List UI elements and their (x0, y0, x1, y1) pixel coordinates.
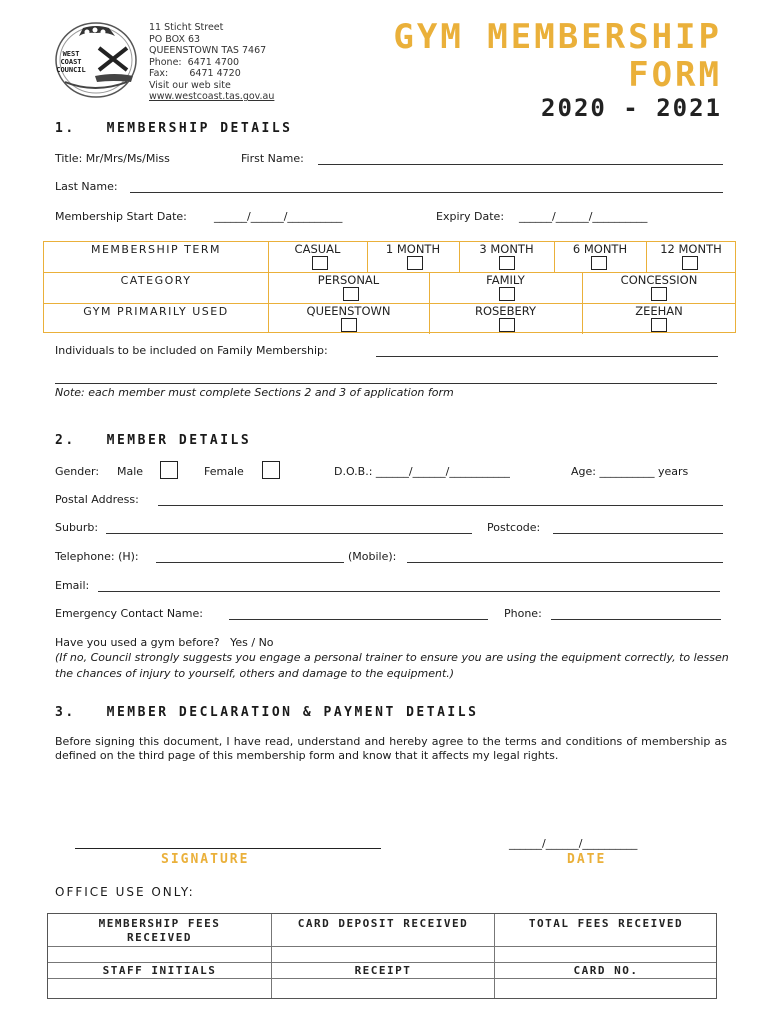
council-logo (55, 22, 137, 98)
dob-field[interactable]: D.O.B.: ______/______/___________ (334, 465, 510, 478)
male-label: Male (117, 465, 144, 478)
term-casual-checkbox[interactable] (312, 256, 328, 270)
postcode-field[interactable] (553, 522, 723, 534)
gym-before-note: (If no, Council strongly suggests you engage a personal trainer to ensure you are using the equipment correctly, to lessen the chances of injury to yourself, others and damage to the equipment.) (55, 651, 729, 680)
postal-address-label: Postal Address: (55, 493, 139, 506)
female-label: Female (204, 465, 244, 478)
website-label: Visit our web site (149, 79, 231, 91)
category-label: CATEGORY (120, 274, 192, 287)
expiry-date-label: Expiry Date: (436, 210, 505, 223)
address-line: 11 Sticht Street (149, 22, 224, 33)
postcode-label: Postcode: (487, 521, 541, 534)
logo-text-line: COAST (60, 58, 82, 66)
signature-label: SIGNATURE (161, 852, 250, 867)
total-fees-header: TOTAL FEES RECEIVED (528, 917, 684, 930)
section2-heading: 2. MEMBER DETAILS (55, 433, 252, 448)
gym-option-queenstown: QUEENSTOWN (306, 304, 391, 318)
family-members-label: Individuals to be included on Family Membership: (55, 344, 328, 357)
family-members-field[interactable] (376, 345, 718, 357)
receipt-header: RECEIPT (354, 964, 412, 977)
membership-term-label: MEMBERSHIP TERM (90, 243, 221, 256)
phone-line: Phone: 6471 4700 (149, 56, 240, 68)
term-1-month-checkbox[interactable] (407, 256, 423, 270)
start-date-label: Membership Start Date: (55, 210, 187, 223)
fax-line: Fax: 6471 4720 (149, 68, 241, 79)
staff-initials-header: STAFF INITIALS (102, 964, 217, 977)
age-field[interactable]: Age: __________ years (571, 465, 689, 478)
office-use-table (47, 913, 717, 999)
form-title-line2: FORM (628, 55, 722, 95)
emergency-contact-field[interactable] (229, 608, 488, 620)
term-option-12-month: 12 MONTH (660, 242, 722, 256)
membership-note: Note: each member must complete Sections 2 and 3 of application form (55, 386, 454, 399)
female-checkbox[interactable] (262, 461, 280, 479)
card-deposit-header: CARD DEPOSIT RECEIVED (297, 917, 469, 930)
gym-zeehan-checkbox[interactable] (651, 318, 667, 332)
term-3-month-checkbox[interactable] (499, 256, 515, 270)
card-no-header: CARD NO. (573, 964, 639, 977)
email-label: Email: (55, 579, 90, 592)
office-use-label: OFFICE USE ONLY: (55, 885, 195, 899)
term-12-month-checkbox[interactable] (682, 256, 698, 270)
mobile-field[interactable] (407, 551, 723, 563)
email-field[interactable] (98, 580, 720, 592)
suburb-field[interactable] (106, 522, 472, 534)
first-name-label: First Name: (241, 152, 304, 165)
website-link[interactable]: www.westcoast.tas.gov.au (149, 91, 275, 102)
title-label: Title: Mr/Mrs/Ms/Miss (55, 152, 170, 165)
form-year: 2020 - 2021 (541, 94, 722, 122)
term-option-3-month: 3 MONTH (479, 242, 534, 256)
expiry-date-field[interactable]: ______/______/__________ (519, 210, 648, 223)
address-line: PO BOX 63 (149, 33, 201, 45)
gym-option-zeehan: ZEEHAN (635, 304, 683, 318)
membership-fees-header: MEMBERSHIP FEES RECEIVED (98, 917, 221, 944)
section3-heading: 3. MEMBER DECLARATION & PAYMENT DETAILS (55, 705, 479, 720)
emergency-contact-label: Emergency Contact Name: (55, 607, 203, 620)
first-name-field[interactable] (318, 153, 723, 165)
family-members-field-2[interactable] (55, 372, 717, 384)
telephone-label: Telephone: (H): (55, 550, 139, 563)
emergency-phone-field[interactable] (551, 608, 721, 620)
logo-text-line: COUNCIL (56, 66, 86, 74)
mobile-label: (Mobile): (348, 550, 397, 563)
postal-address-field[interactable] (158, 494, 723, 506)
category-concession-checkbox[interactable] (651, 287, 667, 301)
suburb-label: Suburb: (55, 521, 99, 534)
start-date-field[interactable]: ______/______/__________ (214, 210, 343, 223)
gym-rosebery-checkbox[interactable] (499, 318, 515, 332)
category-family-checkbox[interactable] (499, 287, 515, 301)
council-address (149, 22, 274, 103)
logo-text (55, 50, 87, 74)
last-name-label: Last Name: (55, 180, 118, 193)
term-option-1-month: 1 MONTH (385, 242, 441, 256)
male-checkbox[interactable] (160, 461, 178, 479)
gym-option-rosebery: ROSEBERY (474, 304, 537, 318)
form-title-line1: GYM MEMBERSHIP (393, 17, 722, 57)
signature-line[interactable] (75, 848, 381, 849)
gender-label: Gender: (55, 465, 100, 478)
gym-used-label: GYM PRIMARILY USED (83, 305, 229, 318)
term-option-casual: CASUAL (294, 242, 341, 256)
last-name-field[interactable] (130, 181, 723, 193)
signature-date-field[interactable]: ______/______/__________ (509, 837, 638, 850)
logo-text-line: WEST (62, 50, 80, 58)
declaration-text: Before signing this document, I have read, understand and hereby agree to the terms and conditions of membership as defined on the third page of this membership form and know that it affects my legal rights. (55, 735, 727, 762)
gym-queenstown-checkbox[interactable] (341, 318, 357, 332)
category-option-personal: PERSONAL (317, 273, 380, 287)
section1-heading: 1. MEMBERSHIP DETAILS (55, 121, 293, 136)
term-option-6-month: 6 MONTH (572, 242, 628, 256)
emergency-phone-label: Phone: (504, 607, 542, 620)
membership-options-table (43, 241, 736, 333)
term-6-month-checkbox[interactable] (591, 256, 607, 270)
gym-before-question: Have you used a gym before? Yes / No (55, 636, 274, 649)
address-line: QUEENSTOWN TAS 7467 (149, 45, 267, 56)
category-personal-checkbox[interactable] (343, 287, 359, 301)
category-option-family: FAMILY (486, 273, 525, 287)
telephone-field[interactable] (156, 551, 344, 563)
date-label: DATE (567, 852, 607, 867)
category-option-concession: CONCESSION (620, 273, 698, 287)
